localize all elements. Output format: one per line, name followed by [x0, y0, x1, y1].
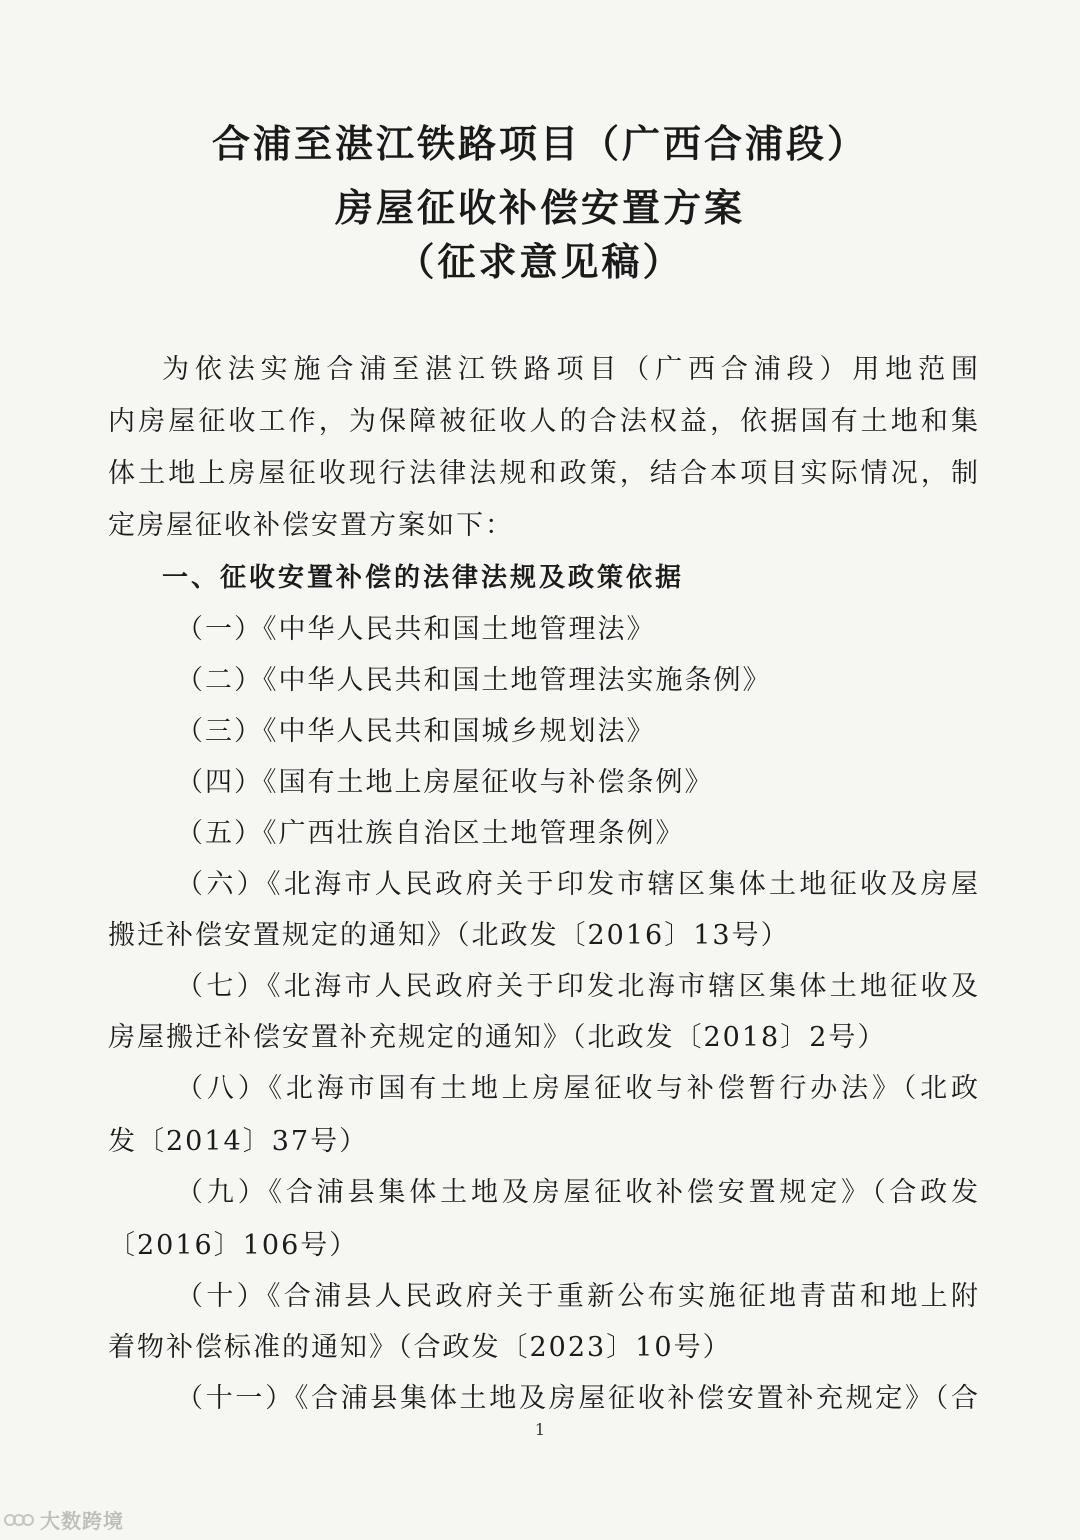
- intro-line: 内房屋征收工作，为保障被征收人的合法权益，依据国有土地和集: [108, 406, 980, 437]
- watermark: [4, 1505, 124, 1534]
- section-heading: 一、征收安置补偿的法律法规及政策依据: [162, 563, 685, 593]
- basis-item-continuation: 〔2016〕106号）: [108, 1230, 359, 1261]
- basis-item: （七）《北海市人民政府关于印发北海市辖区集体土地征收及: [176, 971, 980, 1002]
- basis-item-continuation: 房屋搬迁补偿安置补充规定的通知》（北政发〔2018〕2号）: [108, 1022, 887, 1053]
- brand-logo-icon: [4, 1508, 34, 1532]
- basis-item: （十）《合浦县人民政府关于重新公布实施征地青苗和地上附: [176, 1281, 980, 1312]
- document-title-line-3: （征求意见稿）: [396, 240, 684, 284]
- intro-line: 为依法实施合浦至湛江铁路项目（广西合浦段）用地范围: [162, 354, 980, 385]
- basis-item: （八）《北海市国有土地上房屋征收与补偿暂行办法》（北政: [176, 1073, 980, 1104]
- basis-item: （三）《中华人民共和国城乡规划法》: [176, 716, 656, 747]
- intro-line: 体土地上房屋征收现行法律法规和政策，结合本项目实际情况，制: [108, 458, 980, 489]
- page-number: 1: [534, 1420, 546, 1439]
- basis-item: （四）《国有土地上房屋征收与补偿条例》: [176, 767, 714, 798]
- basis-item: （九）《合浦县集体土地及房屋征收补偿安置规定》（合政发: [176, 1177, 980, 1208]
- basis-item: （十一）《合浦县集体土地及房屋征收补偿安置补充规定》（合: [176, 1383, 980, 1414]
- basis-item: （一）《中华人民共和国土地管理法》: [176, 614, 656, 645]
- document-title-line-1: 合浦至湛江铁路项目（广西合浦段）: [211, 122, 868, 166]
- basis-item-continuation: 发〔2014〕37号）: [108, 1126, 369, 1157]
- basis-item: （二）《中华人民共和国土地管理法实施条例》: [176, 665, 772, 696]
- basis-item: （五）《广西壮族自治区土地管理条例》: [176, 818, 685, 849]
- watermark-text: 大数跨境: [40, 1509, 124, 1533]
- intro-line: 定房屋征收补偿安置方案如下：: [108, 510, 514, 541]
- basis-item-continuation: 着物补偿标准的通知》（合政发〔2023〕10号）: [108, 1332, 732, 1363]
- basis-item-continuation: 搬迁补偿安置规定的通知》（北政发〔2016〕13号）: [108, 920, 790, 951]
- basis-item: （六）《北海市人民政府关于印发市辖区集体土地征收及房屋: [176, 869, 980, 900]
- document-title-line-2: 房屋征收补偿安置方案: [334, 186, 745, 230]
